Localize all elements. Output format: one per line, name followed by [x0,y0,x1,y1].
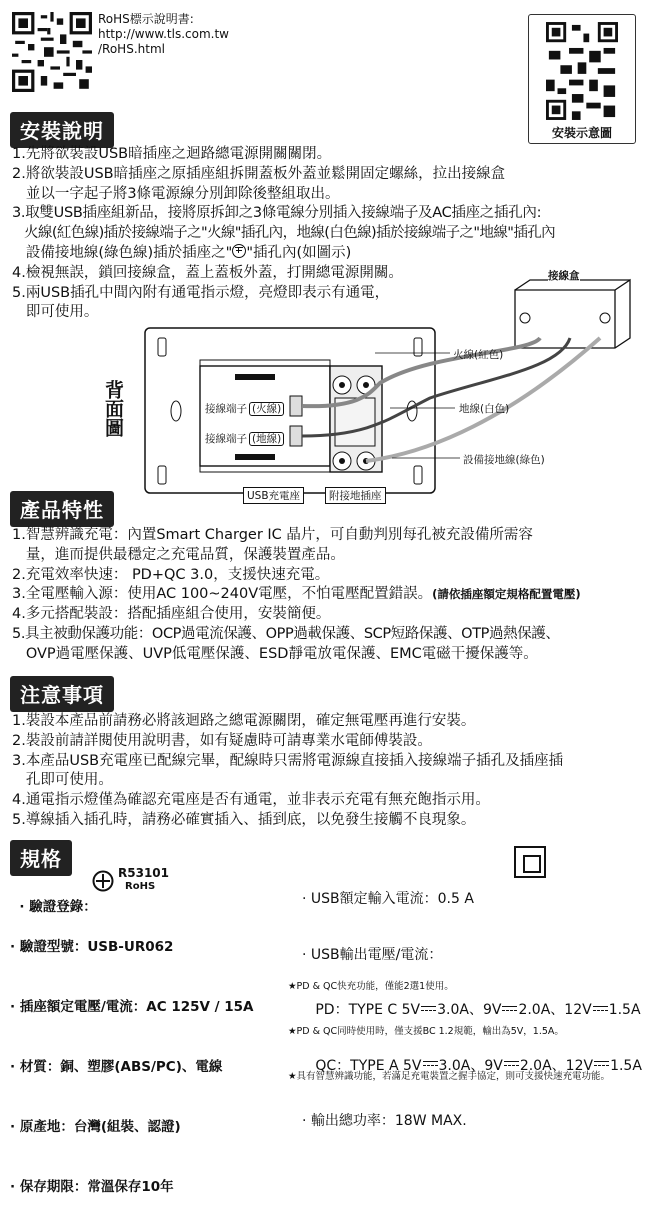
features-heading: 產品特性 [10,491,114,527]
note-3: 3.本產品USB充電座已配線完畢，配線時只需將電源線直接插入接線端子插孔及插座插 [12,752,564,769]
spec-total: · 輸出總功率：18W MAX. [302,1113,467,1129]
install-heading: 安裝說明 [10,112,114,148]
install-qr-box [528,14,636,144]
double-insulation-icon [514,846,546,878]
rohs-title: RoHS標示說明書: [98,12,194,26]
install-step-5: 5.兩USB插孔中間內附有通電指示燈，亮燈即表示有通電， [12,284,390,301]
install-step-3: 3.取雙USB插座組新品，接將原拆卸之3條電線分別插入接線端子及AC插座之插孔內: [12,205,542,222]
terminal-live-tag: (火線) [249,402,284,416]
spec-note-3: ★具有智慧辨識功能，若滿足充電裝置之握手協定，則可支援快速充電功能。 [288,1071,611,1082]
feature-5: 5.具主被動保護功能：OCP過電流保護、OPP過載保護、SCP短路保護、OTP過熱保護、 [12,625,560,642]
rohs-url-2[interactable]: /RoHS.html [98,42,165,56]
qc-b: 2.0A、12V [519,1057,594,1074]
spec-note-2: ★PD & QC同時使用時，僅支援BC 1.2規範，輸出為5V，1.5A。 [288,1026,564,1037]
spec-rating: · 插座額定電壓/電流：AC 125V / 15A [10,999,254,1015]
feature-2: 2.充電效率快速： PD+QC 3.0，支援快速充電。 [12,566,330,583]
spec-model: · 驗證型號：USB-UR062 [10,939,174,955]
wiring-diagram [130,258,669,503]
pd-a: 3.0A、9V [437,1002,502,1018]
pd-c: 1.5A [608,1002,641,1018]
feature-1b: 量，進而提供最穩定之充電品質，保護裝置產品。 [12,546,345,563]
spec-shelf-life: · 保存期限：常溫保存10年 [10,1179,174,1195]
terminal-neutral-text: 接線端子 [205,433,247,445]
wire-ground-label: 設備接地線(綠色) [463,454,545,466]
install-step-2: 2.將欲裝設USB暗插座之原插座組拆開蓋板外蓋並鬆開固定螺絲，拉出接線盒 [12,165,506,182]
notes-list [12,712,662,831]
feature-3-text: 3.全電壓輸入源：使用AC 100~240V電壓，不怕電壓配置錯誤。 [12,586,433,603]
spec-left-list [10,897,254,1217]
ground-symbol-icon [232,244,246,258]
terminal-live-text: 接線端子 [205,403,247,415]
spec-output-title: · USB輸出電壓/電流： [302,946,443,963]
cert-rohs: RoHS [125,881,156,892]
wire-neutral-label: 地線(白色) [459,403,510,415]
rohs-qr-code [12,12,92,92]
install-step-4: 4.檢視無誤，鎖回接線盒，蓋上蓋板外蓋，打開總電源開關。 [12,264,403,281]
spec-origin: · 原產地：台灣(組裝、認證) [10,1119,181,1135]
install-step-5b: 即可使用。 [12,304,99,321]
note-1: 1.裝設本產品前請務必將該迴路之總電源關閉，確定無電壓再進行安裝。 [12,713,476,729]
bsmi-mark-icon [92,870,114,892]
qc-prefix: QC：TYPE A 5V [302,1057,422,1074]
spec-notes [288,949,610,1099]
spec-material: · 材質：銅、塑膠(ABS/PC)、電線 [10,1059,223,1075]
terminal-neutral-label [205,431,284,446]
cert-mark [92,866,192,898]
notes-heading: 注意事項 [10,676,114,712]
feature-1: 1.智慧辨識充電：內置Smart Charger IC 晶片，可自動判別每孔被充設備所需容 [12,527,533,543]
install-qr-label: 安裝示意圖 [551,126,612,140]
note-2: 2.裝設前請詳閱使用說明書，如有疑慮時可請專業水電師傅裝設。 [12,732,432,749]
note-5: 5.導線插入插孔時，請務必確實插入、插到底，以免發生接觸不良現象。 [12,811,476,828]
pd-b: 2.0A、12V [518,1002,592,1018]
wire-live-label: 火線(紅色) [453,349,504,361]
spec-input: · USB額定輸入電流：0.5 A [302,891,474,907]
feature-3 [12,585,662,605]
spec-cert-label: · 驗證登錄： [19,899,97,915]
junction-box-shape [515,280,630,348]
spec-note-1: ★PD & QC快充功能，僅能2選1使用。 [288,981,454,992]
install-step-3b: 火線(紅色線)插於接線端子之"火線"插孔內，地線(白色線)插於接線端子之"地線"插孔內 [12,225,556,242]
ground-socket-label: 附接地插座 [325,487,386,504]
terminal-neutral-tag: (地線) [249,432,284,446]
feature-4: 4.多元搭配裝設：搭配插座組合使用，安裝簡便。 [12,606,331,623]
junction-box-label: 接線盒 [548,270,580,282]
features-list [12,526,662,665]
feature-5b: OVP過電壓保護、UVP低電壓保護、ESD靜電放電保護、EMC電磁干擾保護等。 [12,645,538,662]
rohs-url-1[interactable]: http://www.tls.com.tw [98,27,229,41]
qc-a: 3.0A、9V [438,1057,503,1074]
pd-prefix: PD：TYPE C 5V [302,1002,421,1018]
install-step-3c-b: "插孔內(如圖示) [246,244,352,261]
feature-3-note: (請依插座額定規格配置電壓) [432,587,581,602]
usb-socket-label: USB充電座 [243,487,304,504]
install-step-3c-a: 設備接地線(綠色線)插於插座之" [12,244,233,261]
rear-view-label: 背面圖 [102,380,124,437]
terminal-live-label [205,401,284,416]
note-3b: 孔即可使用。 [12,772,113,789]
note-4: 4.通電指示燈僅為確認充電座是否有通電，並非表示充電有無充飽指示用。 [12,792,490,809]
install-qr-code [546,21,618,121]
install-step-1: 1.先將欲裝設USB暗插座之迴路總電源開關關閉。 [12,146,332,162]
cert-code: R53101 [118,866,169,880]
spec-heading: 規格 [10,840,72,876]
qc-c: 1.5A [610,1057,642,1074]
rohs-info [98,12,229,57]
install-step-2b: 並以一字起子將3條電源線分別卸除後整組取出。 [12,185,340,202]
